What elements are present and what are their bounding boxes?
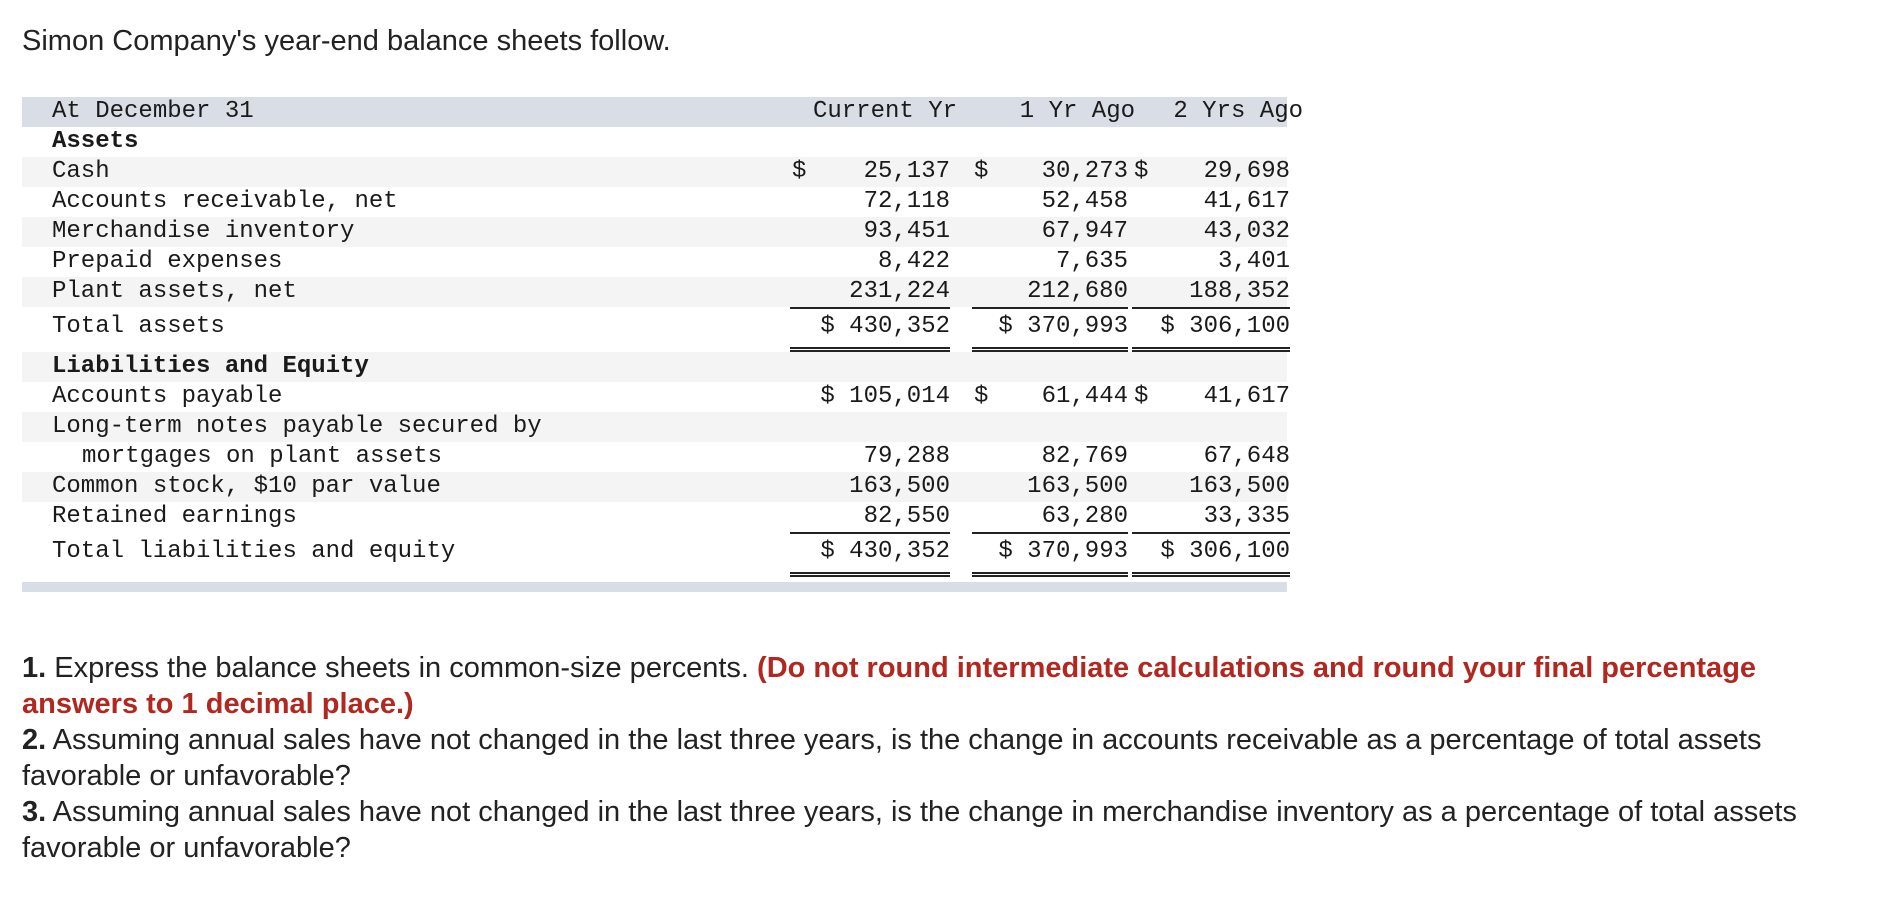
assets-heading-row — [22, 127, 1287, 157]
header-1-yr-ago: 1 Yr Ago — [1019, 98, 1135, 125]
cell-current-yr — [790, 247, 950, 277]
cell-value: 61,444 — [1041, 383, 1128, 410]
cell-current-yr — [790, 382, 950, 412]
cell-1-yr-ago — [972, 187, 1128, 217]
cell-2-yrs-ago — [1132, 532, 1290, 577]
cell-current-yr — [790, 217, 950, 247]
cell-value: 67,648 — [1203, 443, 1290, 470]
cell-2-yrs-ago — [1132, 217, 1290, 247]
cell-current-yr — [790, 277, 950, 309]
cell-value: 231,224 — [849, 278, 950, 305]
cell-value: 7,635 — [1055, 248, 1128, 275]
table-row — [22, 382, 1290, 412]
cell-2-yrs-ago — [1132, 187, 1290, 217]
row-label: Retained earnings — [52, 503, 297, 530]
cell-value: $ 370,993 — [998, 538, 1128, 565]
table-header-row — [22, 97, 1303, 127]
cell-value: 30,273 — [1041, 158, 1128, 185]
cell-value: $ 306,100 — [1160, 313, 1290, 340]
cell-value: 43,032 — [1203, 218, 1290, 245]
row-label: Common stock, $10 par value — [52, 473, 441, 500]
cell-value: 29,698 — [1203, 158, 1290, 185]
header-label: At December 31 — [52, 98, 254, 125]
cell-value: $ 430,352 — [820, 313, 950, 340]
cell-current-yr — [790, 502, 950, 534]
header-current-yr: Current Yr — [812, 98, 957, 125]
cell-value: 41,617 — [1203, 383, 1290, 410]
row-label: Total liabilities and equity — [52, 538, 456, 565]
cell-2-yrs-ago — [1132, 157, 1290, 187]
cell-1-yr-ago — [972, 502, 1128, 534]
row-label: Plant assets, net — [52, 278, 297, 305]
row-label: Total assets — [52, 313, 225, 340]
cell-1-yr-ago — [972, 382, 1128, 412]
question-number: 2. — [22, 724, 47, 756]
cell-current-yr — [790, 187, 950, 217]
question-text: Assuming annual sales have not changed in the last three years, is the change in accounts receivable as a percentage of total assets favorable or unfavorable? — [22, 724, 1762, 792]
cell-value: 79,288 — [863, 443, 950, 470]
cell-1-yr-ago — [972, 277, 1128, 309]
total-assets-row — [22, 307, 1290, 347]
cell-1-yr-ago — [972, 217, 1128, 247]
cell-value: 41,617 — [1203, 188, 1290, 215]
cell-value: $ 306,100 — [1160, 538, 1290, 565]
dollar-sign: $ — [1134, 383, 1149, 410]
table-row — [22, 157, 1290, 187]
total-liabilities-equity-row — [22, 532, 1290, 572]
balance-sheet-table — [22, 97, 1303, 592]
dollar-sign: $ — [974, 383, 989, 410]
cell-value: 93,451 — [863, 218, 950, 245]
rounding-note: (Do not round intermediate calculations and round your final percentage answers to 1 decimal place.) — [22, 652, 1757, 720]
cell-value: 33,335 — [1203, 503, 1290, 530]
cell-value: 82,769 — [1041, 443, 1128, 470]
cell-2-yrs-ago — [1132, 442, 1290, 472]
cell-value: 82,550 — [863, 503, 950, 530]
cell-2-yrs-ago — [1132, 277, 1290, 309]
question-number: 3. — [22, 796, 47, 828]
cell-2-yrs-ago — [1132, 307, 1290, 352]
cell-value: 52,458 — [1041, 188, 1128, 215]
cell-2-yrs-ago — [1132, 247, 1290, 277]
row-label: Accounts payable — [52, 383, 283, 410]
cell-value: 25,137 — [863, 158, 950, 185]
cell-1-yr-ago — [972, 472, 1128, 502]
cell-2-yrs-ago — [1132, 472, 1290, 502]
cell-value: $ 105,014 — [820, 383, 950, 410]
liabilities-heading: Liabilities and Equity — [52, 353, 369, 380]
liabilities-heading-row — [22, 352, 1287, 382]
table-row — [22, 277, 1290, 307]
row-label: Accounts receivable, net — [52, 188, 398, 215]
row-label: mortgages on plant assets — [82, 443, 443, 470]
cell-value: 8,422 — [877, 248, 950, 275]
cell-1-yr-ago — [972, 532, 1128, 577]
cell-value: 72,118 — [863, 188, 950, 215]
questions — [22, 650, 1872, 866]
row-label: Cash — [52, 158, 110, 185]
table-row — [22, 472, 1290, 502]
cell-value: $ 370,993 — [998, 313, 1128, 340]
cell-current-yr — [790, 307, 950, 352]
table-row — [22, 187, 1290, 217]
dollar-sign: $ — [1134, 158, 1149, 185]
cell-value: 63,280 — [1041, 503, 1128, 530]
cell-current-yr — [790, 442, 950, 472]
question-text: Express the balance sheets in common-size percents. — [46, 652, 758, 684]
table-row — [22, 442, 1290, 472]
question-number: 1. — [22, 652, 47, 684]
question-1 — [22, 650, 1872, 722]
row-label: Long-term notes payable secured by — [52, 413, 542, 440]
dollar-sign: $ — [792, 158, 807, 185]
cell-value: $ 430,352 — [820, 538, 950, 565]
cell-1-yr-ago — [972, 307, 1128, 352]
question-2 — [22, 722, 1872, 794]
assets-heading: Assets — [52, 128, 139, 155]
row-label: Merchandise inventory — [52, 218, 355, 245]
table-row — [22, 247, 1290, 277]
cell-1-yr-ago — [972, 247, 1128, 277]
cell-2-yrs-ago — [1132, 382, 1290, 412]
question-3 — [22, 794, 1872, 866]
cell-current-yr — [790, 532, 950, 577]
cell-value: 163,500 — [1189, 473, 1290, 500]
cell-1-yr-ago — [972, 442, 1128, 472]
table-footer-bar — [22, 582, 1287, 592]
cell-value: 3,401 — [1217, 248, 1290, 275]
table-row — [22, 217, 1290, 247]
cell-value: 212,680 — [1027, 278, 1128, 305]
table-row — [22, 502, 1290, 532]
intro-text: Simon Company's year-end balance sheets follow. — [22, 25, 671, 57]
dollar-sign: $ — [974, 158, 989, 185]
cell-value: 163,500 — [1027, 473, 1128, 500]
table-row — [22, 412, 1287, 442]
cell-value: 67,947 — [1041, 218, 1128, 245]
question-text: Assuming annual sales have not changed in the last three years, is the change in merchandise inventory as a percentage of total assets favorable or unfavorable? — [22, 796, 1797, 864]
cell-2-yrs-ago — [1132, 502, 1290, 534]
cell-current-yr — [790, 472, 950, 502]
row-label: Prepaid expenses — [52, 248, 283, 275]
cell-value: 163,500 — [849, 473, 950, 500]
cell-1-yr-ago — [972, 157, 1128, 187]
cell-current-yr — [790, 157, 950, 187]
cell-value: 188,352 — [1189, 278, 1290, 305]
header-2-yrs-ago: 2 Yrs Ago — [1173, 98, 1303, 125]
